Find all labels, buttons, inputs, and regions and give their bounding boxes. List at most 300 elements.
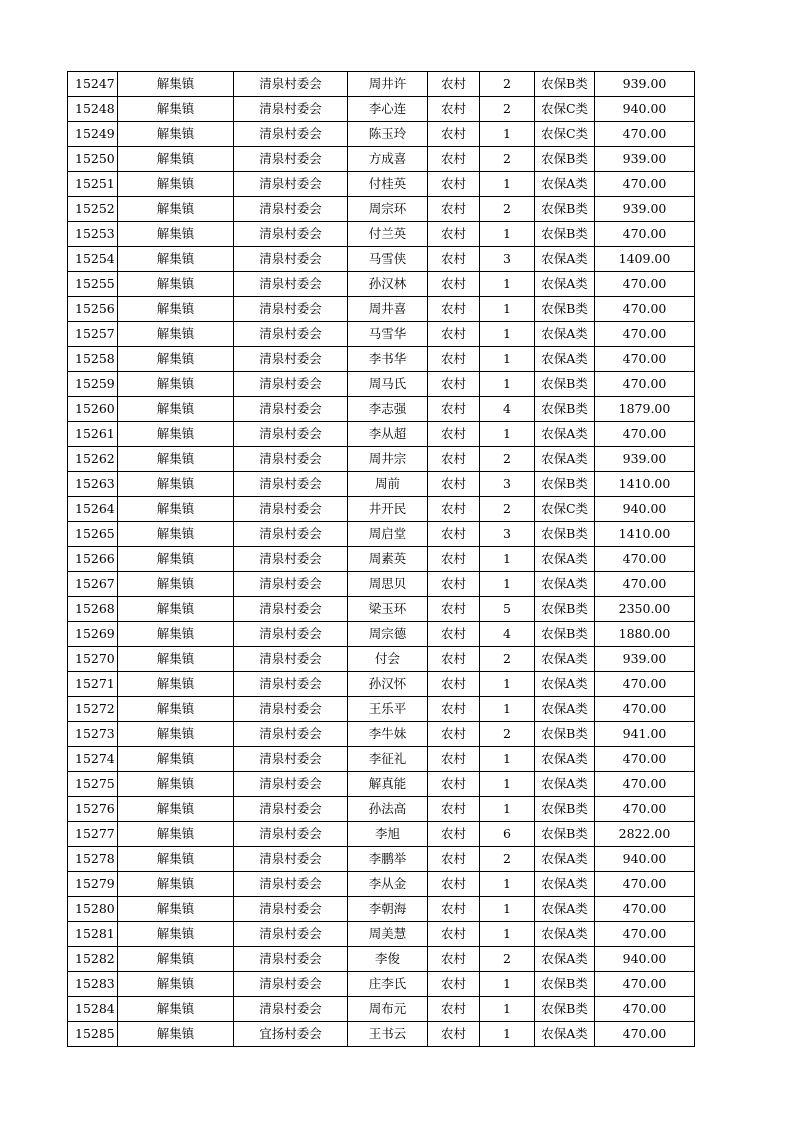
cell-town: 解集镇	[118, 747, 234, 772]
cell-record-id: 15279	[68, 872, 118, 897]
cell-amount: 939.00	[595, 147, 695, 172]
cell-person-name: 李志强	[348, 397, 428, 422]
table-row	[68, 922, 695, 947]
cell-household-count: 1	[480, 547, 535, 572]
cell-town: 解集镇	[118, 972, 234, 997]
cell-household-count: 1	[480, 972, 535, 997]
cell-residence-type: 农村	[428, 972, 480, 997]
cell-person-name: 李从超	[348, 422, 428, 447]
cell-town: 解集镇	[118, 847, 234, 872]
cell-person-name: 庄李氏	[348, 972, 428, 997]
cell-record-id: 15281	[68, 922, 118, 947]
cell-person-name: 李俊	[348, 947, 428, 972]
cell-town: 解集镇	[118, 647, 234, 672]
cell-amount: 470.00	[595, 272, 695, 297]
cell-amount: 470.00	[595, 372, 695, 397]
cell-amount: 470.00	[595, 1022, 695, 1047]
cell-person-name: 付兰英	[348, 222, 428, 247]
table-row	[68, 147, 695, 172]
cell-town: 解集镇	[118, 472, 234, 497]
cell-amount: 2822.00	[595, 822, 695, 847]
table-row	[68, 647, 695, 672]
cell-household-count: 2	[480, 497, 535, 522]
cell-residence-type: 农村	[428, 722, 480, 747]
table-row	[68, 447, 695, 472]
cell-person-name: 周井许	[348, 72, 428, 97]
cell-town: 解集镇	[118, 372, 234, 397]
cell-household-count: 2	[480, 847, 535, 872]
cell-amount: 470.00	[595, 572, 695, 597]
cell-town: 解集镇	[118, 822, 234, 847]
cell-record-id: 15249	[68, 122, 118, 147]
cell-record-id: 15254	[68, 247, 118, 272]
cell-village-committee: 清泉村委会	[234, 922, 348, 947]
cell-amount: 470.00	[595, 422, 695, 447]
cell-village-committee: 清泉村委会	[234, 722, 348, 747]
cell-record-id: 15285	[68, 1022, 118, 1047]
cell-village-committee: 清泉村委会	[234, 197, 348, 222]
cell-household-count: 1	[480, 297, 535, 322]
cell-village-committee: 清泉村委会	[234, 247, 348, 272]
cell-amount: 470.00	[595, 922, 695, 947]
cell-household-count: 2	[480, 197, 535, 222]
cell-record-id: 15284	[68, 997, 118, 1022]
cell-person-name: 李朝海	[348, 897, 428, 922]
table-row	[68, 747, 695, 772]
cell-town: 解集镇	[118, 272, 234, 297]
cell-town: 解集镇	[118, 422, 234, 447]
cell-insurance-category: 农保A类	[535, 447, 595, 472]
cell-person-name: 李书华	[348, 347, 428, 372]
cell-record-id: 15272	[68, 697, 118, 722]
cell-household-count: 2	[480, 147, 535, 172]
cell-residence-type: 农村	[428, 272, 480, 297]
cell-town: 解集镇	[118, 797, 234, 822]
table-row	[68, 897, 695, 922]
table-row	[68, 122, 695, 147]
cell-village-committee: 清泉村委会	[234, 422, 348, 447]
cell-person-name: 王书云	[348, 1022, 428, 1047]
cell-person-name: 梁玉环	[348, 597, 428, 622]
cell-village-committee: 清泉村委会	[234, 447, 348, 472]
cell-village-committee: 清泉村委会	[234, 897, 348, 922]
cell-amount: 941.00	[595, 722, 695, 747]
cell-residence-type: 农村	[428, 222, 480, 247]
table-row	[68, 222, 695, 247]
cell-insurance-category: 农保A类	[535, 922, 595, 947]
cell-record-id: 15282	[68, 947, 118, 972]
cell-person-name: 马雪华	[348, 322, 428, 347]
cell-amount: 470.00	[595, 747, 695, 772]
cell-town: 解集镇	[118, 322, 234, 347]
cell-insurance-category: 农保A类	[535, 272, 595, 297]
cell-amount: 470.00	[595, 347, 695, 372]
cell-residence-type: 农村	[428, 572, 480, 597]
cell-insurance-category: 农保B类	[535, 72, 595, 97]
cell-insurance-category: 农保A类	[535, 322, 595, 347]
cell-household-count: 1	[480, 1022, 535, 1047]
cell-town: 解集镇	[118, 922, 234, 947]
cell-household-count: 2	[480, 647, 535, 672]
cell-town: 解集镇	[118, 722, 234, 747]
cell-person-name: 孙汉林	[348, 272, 428, 297]
cell-person-name: 李从金	[348, 872, 428, 897]
cell-household-count: 1	[480, 797, 535, 822]
cell-household-count: 1	[480, 222, 535, 247]
cell-insurance-category: 农保A类	[535, 347, 595, 372]
cell-household-count: 1	[480, 322, 535, 347]
cell-amount: 470.00	[595, 547, 695, 572]
cell-person-name: 解真能	[348, 772, 428, 797]
cell-person-name: 孙法高	[348, 797, 428, 822]
cell-insurance-category: 农保A类	[535, 672, 595, 697]
cell-record-id: 15267	[68, 572, 118, 597]
cell-record-id: 15247	[68, 72, 118, 97]
cell-residence-type: 农村	[428, 122, 480, 147]
cell-record-id: 15250	[68, 147, 118, 172]
cell-household-count: 1	[480, 922, 535, 947]
cell-insurance-category: 农保B类	[535, 622, 595, 647]
cell-town: 解集镇	[118, 72, 234, 97]
cell-residence-type: 农村	[428, 622, 480, 647]
cell-village-committee: 清泉村委会	[234, 847, 348, 872]
cell-town: 解集镇	[118, 697, 234, 722]
cell-amount: 1410.00	[595, 522, 695, 547]
cell-amount: 470.00	[595, 897, 695, 922]
cell-residence-type: 农村	[428, 597, 480, 622]
cell-insurance-category: 农保B类	[535, 972, 595, 997]
cell-record-id: 15257	[68, 322, 118, 347]
cell-person-name: 李鹏举	[348, 847, 428, 872]
table-row	[68, 172, 695, 197]
cell-residence-type: 农村	[428, 922, 480, 947]
cell-residence-type: 农村	[428, 97, 480, 122]
cell-person-name: 孙汉怀	[348, 672, 428, 697]
cell-village-committee: 清泉村委会	[234, 647, 348, 672]
cell-residence-type: 农村	[428, 1022, 480, 1047]
cell-record-id: 15259	[68, 372, 118, 397]
cell-insurance-category: 农保A类	[535, 647, 595, 672]
cell-village-committee: 清泉村委会	[234, 772, 348, 797]
cell-insurance-category: 农保A类	[535, 772, 595, 797]
cell-insurance-category: 农保B类	[535, 722, 595, 747]
cell-insurance-category: 农保B类	[535, 147, 595, 172]
cell-amount: 940.00	[595, 97, 695, 122]
cell-insurance-category: 农保A类	[535, 572, 595, 597]
cell-household-count: 1	[480, 997, 535, 1022]
cell-person-name: 方成喜	[348, 147, 428, 172]
cell-amount: 1410.00	[595, 472, 695, 497]
cell-village-committee: 清泉村委会	[234, 522, 348, 547]
table-row	[68, 622, 695, 647]
table-row	[68, 597, 695, 622]
table-row	[68, 97, 695, 122]
cell-town: 解集镇	[118, 897, 234, 922]
cell-record-id: 15271	[68, 672, 118, 697]
cell-amount: 470.00	[595, 772, 695, 797]
records-table-body	[68, 72, 695, 1047]
cell-town: 解集镇	[118, 197, 234, 222]
cell-household-count: 1	[480, 697, 535, 722]
cell-record-id: 15280	[68, 897, 118, 922]
table-row	[68, 372, 695, 397]
cell-record-id: 15251	[68, 172, 118, 197]
cell-town: 解集镇	[118, 522, 234, 547]
cell-amount: 470.00	[595, 697, 695, 722]
cell-residence-type: 农村	[428, 872, 480, 897]
cell-household-count: 5	[480, 597, 535, 622]
cell-village-committee: 清泉村委会	[234, 622, 348, 647]
table-row	[68, 472, 695, 497]
cell-amount: 2350.00	[595, 597, 695, 622]
cell-household-count: 3	[480, 247, 535, 272]
cell-person-name: 周马氏	[348, 372, 428, 397]
cell-household-count: 1	[480, 872, 535, 897]
cell-village-committee: 宜扬村委会	[234, 1022, 348, 1047]
cell-record-id: 15253	[68, 222, 118, 247]
cell-town: 解集镇	[118, 297, 234, 322]
cell-household-count: 4	[480, 622, 535, 647]
cell-town: 解集镇	[118, 447, 234, 472]
table-row	[68, 72, 695, 97]
cell-amount: 1879.00	[595, 397, 695, 422]
cell-village-committee: 清泉村委会	[234, 347, 348, 372]
cell-insurance-category: 农保A类	[535, 947, 595, 972]
cell-household-count: 2	[480, 947, 535, 972]
cell-residence-type: 农村	[428, 697, 480, 722]
cell-amount: 470.00	[595, 797, 695, 822]
cell-insurance-category: 农保C类	[535, 122, 595, 147]
cell-residence-type: 农村	[428, 497, 480, 522]
table-row	[68, 297, 695, 322]
cell-town: 解集镇	[118, 997, 234, 1022]
cell-person-name: 李旭	[348, 822, 428, 847]
cell-residence-type: 农村	[428, 247, 480, 272]
cell-village-committee: 清泉村委会	[234, 797, 348, 822]
cell-village-committee: 清泉村委会	[234, 122, 348, 147]
cell-person-name: 周启堂	[348, 522, 428, 547]
cell-village-committee: 清泉村委会	[234, 747, 348, 772]
cell-record-id: 15275	[68, 772, 118, 797]
table-row	[68, 347, 695, 372]
cell-person-name: 周美慧	[348, 922, 428, 947]
cell-insurance-category: 农保B类	[535, 597, 595, 622]
table-row	[68, 1022, 695, 1047]
cell-insurance-category: 农保B类	[535, 522, 595, 547]
cell-household-count: 1	[480, 172, 535, 197]
cell-village-committee: 清泉村委会	[234, 872, 348, 897]
cell-amount: 470.00	[595, 122, 695, 147]
cell-insurance-category: 农保A类	[535, 847, 595, 872]
cell-person-name: 周井宗	[348, 447, 428, 472]
cell-village-committee: 清泉村委会	[234, 297, 348, 322]
cell-town: 解集镇	[118, 572, 234, 597]
cell-village-committee: 清泉村委会	[234, 822, 348, 847]
cell-record-id: 15263	[68, 472, 118, 497]
cell-insurance-category: 农保B类	[535, 822, 595, 847]
cell-record-id: 15266	[68, 547, 118, 572]
cell-insurance-category: 农保A类	[535, 1022, 595, 1047]
cell-person-name: 付桂英	[348, 172, 428, 197]
table-row	[68, 722, 695, 747]
cell-residence-type: 农村	[428, 447, 480, 472]
cell-household-count: 3	[480, 472, 535, 497]
cell-insurance-category: 农保A类	[535, 872, 595, 897]
cell-town: 解集镇	[118, 147, 234, 172]
cell-person-name: 李心连	[348, 97, 428, 122]
cell-residence-type: 农村	[428, 847, 480, 872]
cell-town: 解集镇	[118, 247, 234, 272]
cell-insurance-category: 农保B类	[535, 222, 595, 247]
table-row	[68, 872, 695, 897]
cell-household-count: 1	[480, 672, 535, 697]
cell-person-name: 井开民	[348, 497, 428, 522]
cell-town: 解集镇	[118, 1022, 234, 1047]
cell-person-name: 周宗德	[348, 622, 428, 647]
cell-record-id: 15262	[68, 447, 118, 472]
cell-residence-type: 农村	[428, 472, 480, 497]
cell-residence-type: 农村	[428, 947, 480, 972]
table-row	[68, 772, 695, 797]
cell-insurance-category: 农保A类	[535, 247, 595, 272]
cell-amount: 470.00	[595, 297, 695, 322]
cell-record-id: 15283	[68, 972, 118, 997]
cell-amount: 470.00	[595, 222, 695, 247]
cell-household-count: 1	[480, 572, 535, 597]
cell-amount: 939.00	[595, 647, 695, 672]
cell-insurance-category: 农保B类	[535, 397, 595, 422]
cell-village-committee: 清泉村委会	[234, 947, 348, 972]
table-row	[68, 247, 695, 272]
cell-person-name: 马雪侠	[348, 247, 428, 272]
table-row	[68, 822, 695, 847]
table-row	[68, 997, 695, 1022]
cell-village-committee: 清泉村委会	[234, 397, 348, 422]
cell-village-committee: 清泉村委会	[234, 972, 348, 997]
cell-person-name: 李征礼	[348, 747, 428, 772]
cell-amount: 470.00	[595, 997, 695, 1022]
cell-person-name: 周布元	[348, 997, 428, 1022]
cell-village-committee: 清泉村委会	[234, 97, 348, 122]
cell-person-name: 陈玉玲	[348, 122, 428, 147]
records-table	[67, 71, 695, 1047]
cell-town: 解集镇	[118, 172, 234, 197]
cell-residence-type: 农村	[428, 147, 480, 172]
cell-town: 解集镇	[118, 597, 234, 622]
cell-village-committee: 清泉村委会	[234, 697, 348, 722]
cell-residence-type: 农村	[428, 772, 480, 797]
cell-household-count: 4	[480, 397, 535, 422]
cell-insurance-category: 农保A类	[535, 697, 595, 722]
cell-insurance-category: 农保B类	[535, 297, 595, 322]
cell-village-committee: 清泉村委会	[234, 72, 348, 97]
cell-residence-type: 农村	[428, 322, 480, 347]
cell-residence-type: 农村	[428, 522, 480, 547]
cell-household-count: 1	[480, 272, 535, 297]
cell-town: 解集镇	[118, 497, 234, 522]
cell-record-id: 15256	[68, 297, 118, 322]
cell-insurance-category: 农保B类	[535, 472, 595, 497]
cell-record-id: 15258	[68, 347, 118, 372]
cell-village-committee: 清泉村委会	[234, 572, 348, 597]
cell-record-id: 15273	[68, 722, 118, 747]
cell-person-name: 王乐平	[348, 697, 428, 722]
cell-household-count: 2	[480, 447, 535, 472]
cell-amount: 939.00	[595, 72, 695, 97]
cell-insurance-category: 农保A类	[535, 897, 595, 922]
cell-village-committee: 清泉村委会	[234, 497, 348, 522]
table-row	[68, 272, 695, 297]
cell-insurance-category: 农保C类	[535, 497, 595, 522]
cell-town: 解集镇	[118, 347, 234, 372]
cell-insurance-category: 农保A类	[535, 547, 595, 572]
cell-record-id: 15252	[68, 197, 118, 222]
cell-household-count: 1	[480, 372, 535, 397]
cell-insurance-category: 农保A类	[535, 422, 595, 447]
cell-residence-type: 农村	[428, 897, 480, 922]
cell-insurance-category: 农保B类	[535, 797, 595, 822]
cell-record-id: 15264	[68, 497, 118, 522]
cell-residence-type: 农村	[428, 647, 480, 672]
cell-village-committee: 清泉村委会	[234, 322, 348, 347]
cell-amount: 470.00	[595, 672, 695, 697]
cell-person-name: 周宗环	[348, 197, 428, 222]
cell-household-count: 6	[480, 822, 535, 847]
cell-village-committee: 清泉村委会	[234, 597, 348, 622]
cell-insurance-category: 农保B类	[535, 372, 595, 397]
table-row	[68, 972, 695, 997]
cell-insurance-category: 农保A类	[535, 747, 595, 772]
cell-record-id: 15270	[68, 647, 118, 672]
cell-household-count: 2	[480, 722, 535, 747]
cell-person-name: 周素英	[348, 547, 428, 572]
cell-person-name: 付会	[348, 647, 428, 672]
cell-village-committee: 清泉村委会	[234, 372, 348, 397]
cell-record-id: 15268	[68, 597, 118, 622]
cell-town: 解集镇	[118, 97, 234, 122]
cell-household-count: 2	[480, 72, 535, 97]
cell-village-committee: 清泉村委会	[234, 672, 348, 697]
table-row	[68, 847, 695, 872]
cell-insurance-category: 农保A类	[535, 172, 595, 197]
cell-household-count: 3	[480, 522, 535, 547]
cell-household-count: 1	[480, 897, 535, 922]
cell-residence-type: 农村	[428, 822, 480, 847]
cell-residence-type: 农村	[428, 347, 480, 372]
cell-residence-type: 农村	[428, 172, 480, 197]
cell-residence-type: 农村	[428, 197, 480, 222]
cell-record-id: 15261	[68, 422, 118, 447]
cell-village-committee: 清泉村委会	[234, 172, 348, 197]
table-row	[68, 697, 695, 722]
cell-amount: 470.00	[595, 322, 695, 347]
cell-record-id: 15260	[68, 397, 118, 422]
cell-insurance-category: 农保B类	[535, 197, 595, 222]
cell-village-committee: 清泉村委会	[234, 272, 348, 297]
cell-amount: 940.00	[595, 847, 695, 872]
cell-amount: 940.00	[595, 497, 695, 522]
cell-record-id: 15255	[68, 272, 118, 297]
cell-person-name: 周前	[348, 472, 428, 497]
cell-person-name: 周思贝	[348, 572, 428, 597]
cell-household-count: 1	[480, 747, 535, 772]
cell-record-id: 15274	[68, 747, 118, 772]
cell-town: 解集镇	[118, 547, 234, 572]
cell-village-committee: 清泉村委会	[234, 222, 348, 247]
cell-town: 解集镇	[118, 672, 234, 697]
cell-record-id: 15248	[68, 97, 118, 122]
cell-village-committee: 清泉村委会	[234, 547, 348, 572]
